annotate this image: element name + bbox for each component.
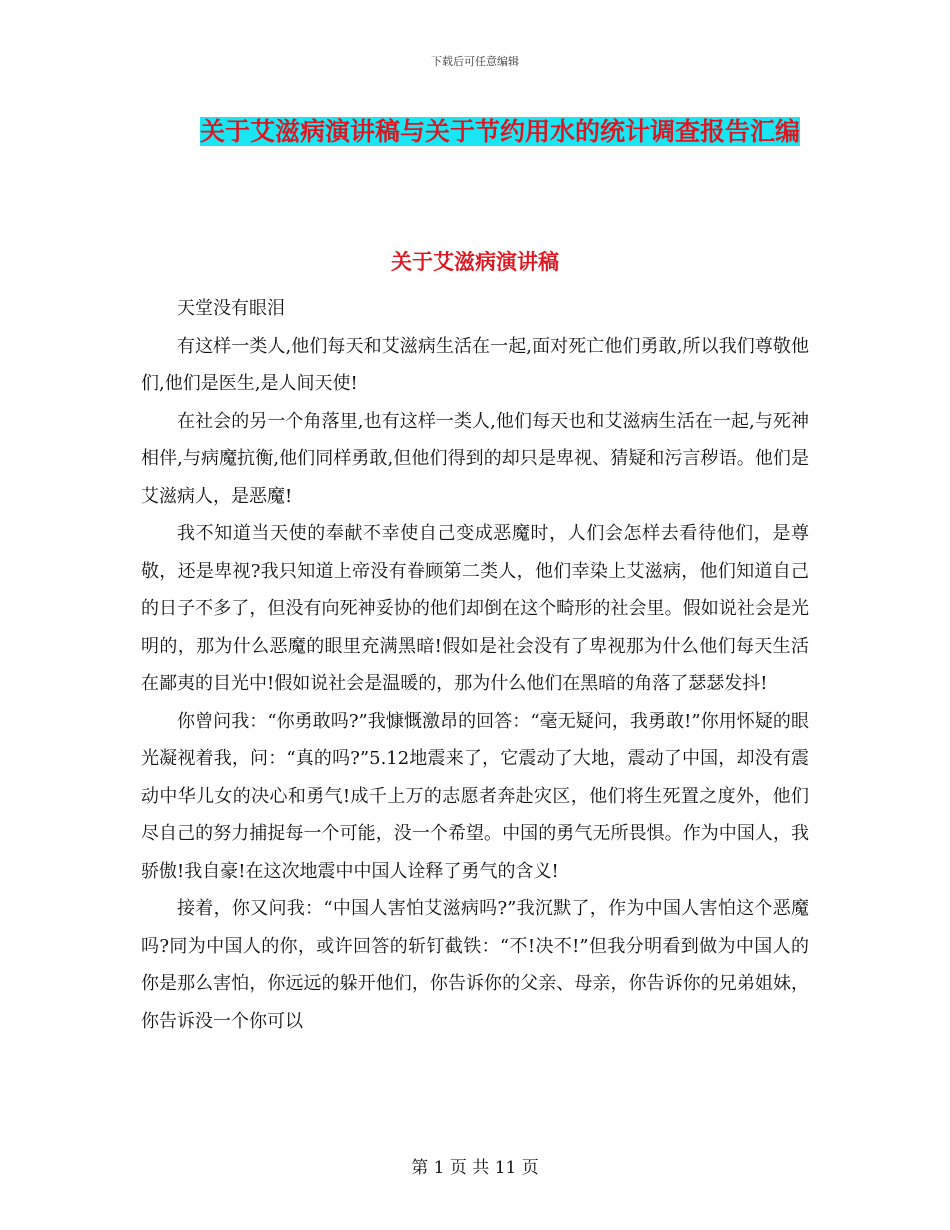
- paragraph-subtitle: 天堂没有眼泪: [177, 298, 285, 319]
- paragraph: 你曾问我：“你勇敢吗?”我慷慨激昂的回答：“毫无疑问，我勇敢!”你用怀疑的眼光凝视着我，问：“真的吗?”5.12地震来了，它震动了大地，震动了中国，却没有震动中华儿女的决心和勇气!成千上万的志愿者奔赴灾区，他们将生死置之度外，他们尽自己的努力捕捉每一个可能，没一个希望。中国的勇气无所畏惧。作为中国人，我骄傲!我自豪!在这次地震中中国人诠释了勇气的含义!: [141, 710, 809, 882]
- paragraph: 接着，你又问我：“中国人害怕艾滋病吗?”我沉默了，作为中国人害怕这个恶魔吗?同为中国人的你，或许回答的斩钉截铁：“不!决不!”但我分明看到做为中国人的你是那么害怕，你远远的躲开他们，你告诉你的父亲、母亲，你告诉你的兄弟姐妹，你告诉没一个你可以: [141, 898, 809, 1032]
- body-text: [141, 290, 809, 1040]
- document-title-text: 关于艾滋病演讲稿与关于节约用水的统计调查报告汇编: [199, 117, 800, 146]
- header-note: 下载后可任意编辑: [431, 55, 519, 68]
- paragraph: 在社会的另一个角落里,也有这样一类人,他们每天也和艾滋病生活在一起,与死神相伴,与病魔抗衡,他们同样勇敢,但他们得到的却只是卑视、猜疑和污言秽语。他们是艾滋病人，是恶魔!: [141, 410, 809, 507]
- paragraph: 有这样一类人,他们每天和艾滋病生活在一起,面对死亡他们勇敢,所以我们尊敬他们,他们是医生,是人间天使!: [141, 335, 809, 394]
- paragraph: 我不知道当天使的奉献不幸使自己变成恶魔时，人们会怎样去看待他们，是尊敬，还是卑视?我只知道上帝没有眷顾第二类人，他们幸染上艾滋病，他们知道自己的日子不多了，但没有向死神妥协的他们却倒在这个畸形的社会里。假如说社会是光明的，那为什么恶魔的眼里充满黑暗!假如是社会没有了卑视那为什么他们每天生活在鄙夷的目光中!假如说社会是温暖的，那为什么他们在黑暗的角落了瑟瑟发抖!: [141, 523, 809, 694]
- page-footer: 第 1 页 共 11 页: [411, 1158, 539, 1178]
- section-title: 关于艾滋病演讲稿: [391, 250, 559, 274]
- document-title: [190, 108, 810, 155]
